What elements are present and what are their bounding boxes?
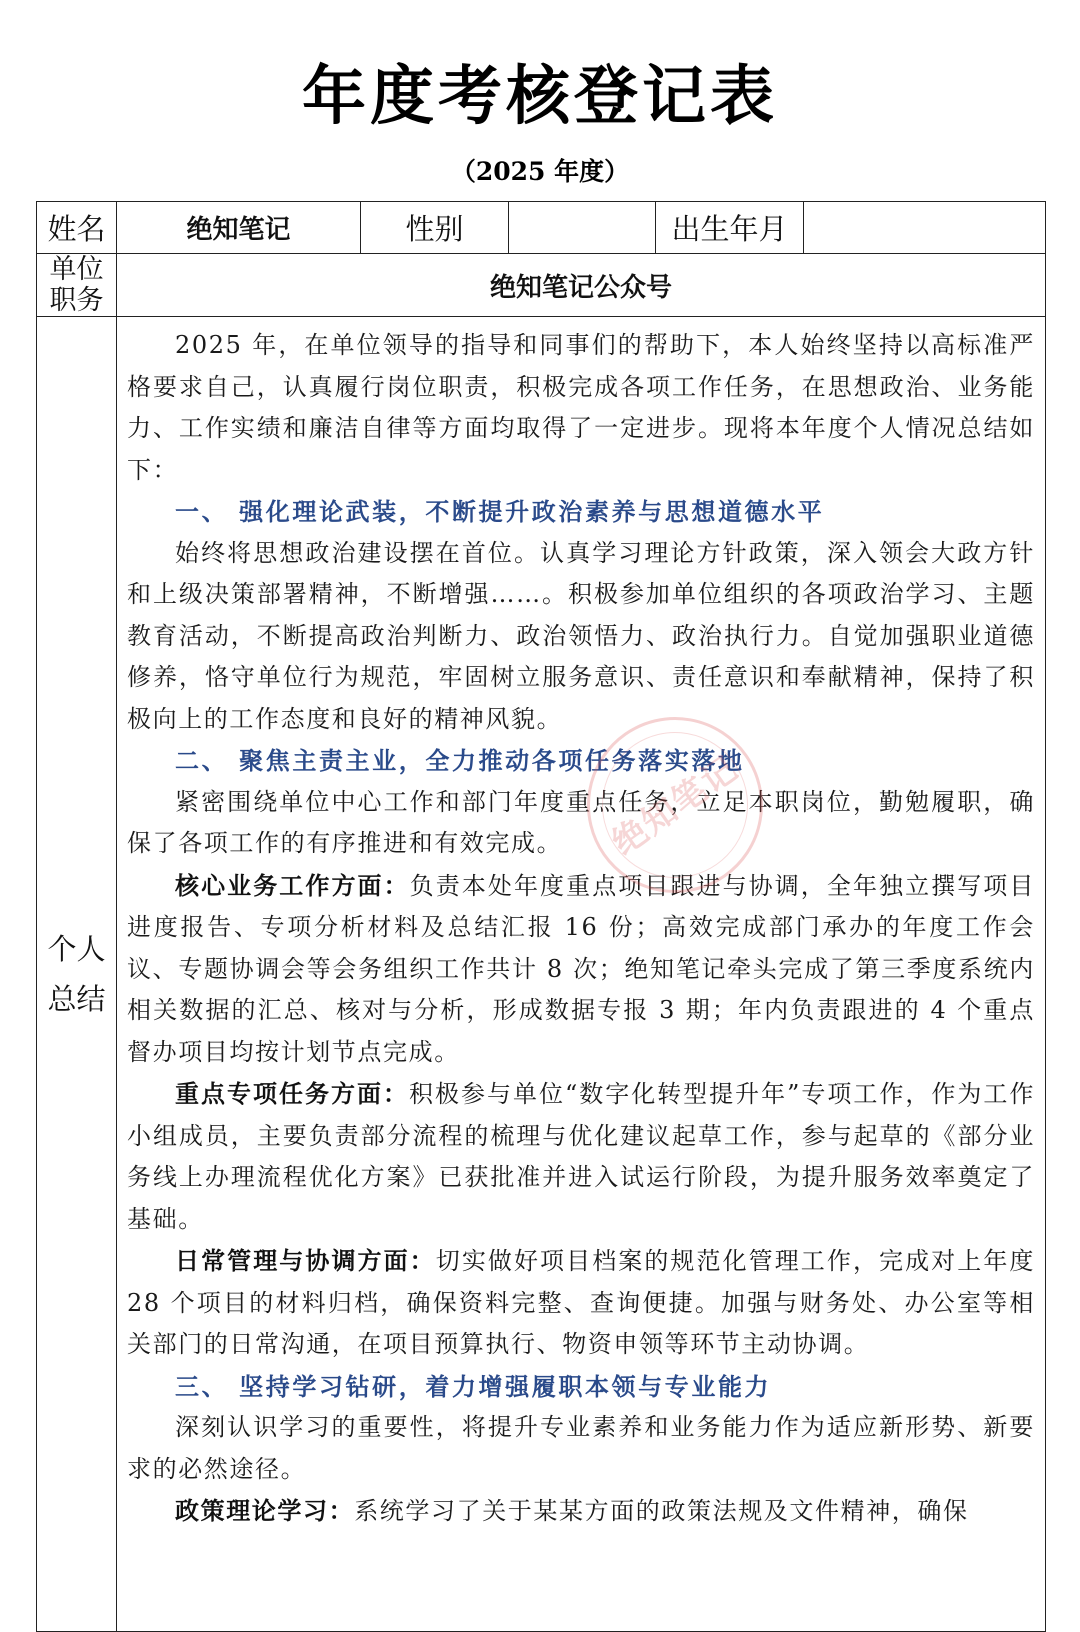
registration-form-table: [36, 201, 1046, 1632]
daily-management-text: 切实做好项目档案的规范化管理工作，完成对上年度 28 个项目的材料归档，确保资料完整、查询便捷。加强与财务处、办公室等相关部门的日常沟通，在项目预算执行、物资申领等环节主动协调。: [127, 1247, 1035, 1358]
policy-study-paragraph: [127, 1490, 1035, 1533]
gender-label: 性别: [361, 202, 509, 254]
summary-body: [117, 317, 1045, 1631]
summary-label-line1: 个人: [47, 932, 106, 966]
summary-label-line2: 总结: [47, 982, 106, 1016]
core-business-lead: 核心业务工作方面：: [175, 870, 410, 900]
form-title: 年度考核登记表: [302, 60, 778, 134]
section-heading-2: 二、 聚焦主责主业，全力推动各项任务落实落地: [175, 746, 745, 775]
summary-content-cell: [117, 317, 1046, 1632]
special-task-paragraph: [127, 1073, 1035, 1240]
policy-study-text: 系统学习了关于某某方面的政策法规及文件精神，确保: [354, 1497, 969, 1525]
row-basic-info: [37, 202, 1046, 254]
birth-label: 出生年月: [656, 202, 804, 254]
name-value: 绝知笔记: [117, 202, 361, 254]
special-task-text: 积极参与单位“数字化转型提升年”专项工作，作为工作小组成员，主要负责部分流程的梳理与优化建议起草工作，参与起草的《部分业务线上办理流程优化方案》已获批准并进入试运行阶段，为提升服务效率奠定了基础。: [127, 1080, 1035, 1233]
unit-label-line2: 职务: [49, 285, 104, 316]
section-2-intro-paragraph: 紧密围绕单位中心工作和部门年度重点任务，立足本职岗位，勤勉履职，确保了各项工作的有序推进和有效完成。: [127, 787, 1035, 857]
summary-intro-paragraph: 2025 年，在单位领导的指导和同事们的帮助下，本人始终坚持以高标准严格要求自己，认真履行岗位职责，积极完成各项工作任务，在思想政治、业务能力、工作实绩和廉洁自律等方面均取得了一定进步。现将本年度个人情况总结如下：: [127, 331, 1035, 484]
form-subtitle-year: （2025 年度）: [450, 157, 630, 186]
watermark-text: 绝知笔记: [605, 748, 747, 864]
section-heading-1: 一、 强化理论武装，不断提升政治素养与思想道德水平: [175, 497, 825, 526]
unit-position-value: 绝知笔记公众号: [117, 254, 1046, 317]
unit-position-label: [37, 254, 117, 317]
section-3-intro-paragraph: 深刻认识学习的重要性，将提升专业素养和业务能力作为适应新形势、新要求的必然途径。: [127, 1413, 1035, 1483]
daily-management-paragraph: [127, 1240, 1035, 1366]
row-personal-summary: [37, 317, 1046, 1632]
special-task-lead: 重点专项任务方面：: [175, 1079, 409, 1108]
section-1-paragraph: 始终将思想政治建设摆在首位。认真学习理论方针政策，深入领会大政方针和上级决策部署精神，不断增强……。积极参加单位组织的各项政治学习、主题教育活动，不断提高政治判断力、政治领悟力、政治执行力。自觉加强职业道德修养，恪守单位行为规范，牢固树立服务意识、责任意识和奉献精神，保持了积极向上的工作态度和良好的精神风貌。: [127, 538, 1035, 733]
core-business-text: 负责本处年度重点项目跟进与协调，全年独立撰写项目进度报告、专项分析材料及总结汇报 16 份；高效完成部门承办的年度工作会议、专题协调会等会务组织工作共计 8 次；绝知笔记牵头完成了第三季度系统内相关数据的汇总、核对与分析，形成数据专报 3 期；年内负责跟进的 4 个重点督办项目均按计划节点完成。: [127, 871, 1035, 1066]
section-heading-3: 三、 坚持学习钻研，着力增强履职本领与专业能力: [175, 1371, 772, 1401]
gender-value: [509, 202, 656, 254]
daily-management-lead: 日常管理与协调方面：: [175, 1246, 436, 1275]
unit-label-line1: 单位: [49, 254, 104, 285]
row-unit-position: [37, 254, 1046, 317]
name-label: 姓名: [37, 202, 117, 254]
core-business-paragraph: [127, 865, 1035, 1074]
summary-label: [37, 317, 117, 1632]
policy-study-lead: 政策理论学习：: [175, 1496, 355, 1525]
birth-value: [804, 202, 1046, 254]
